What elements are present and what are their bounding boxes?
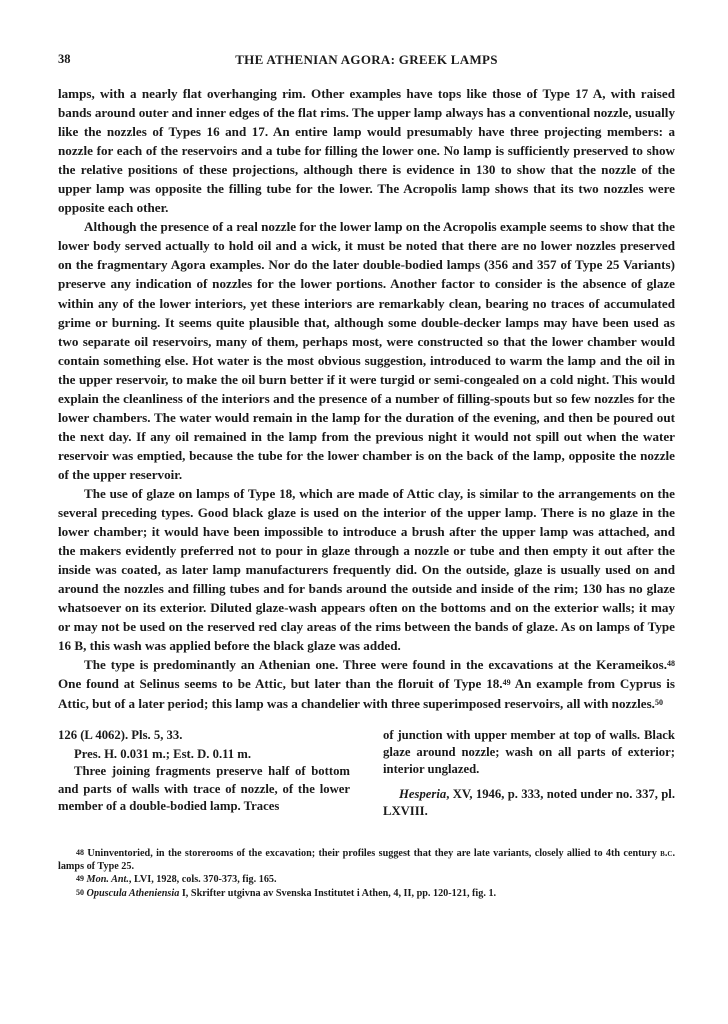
footnote-48-number: 48 <box>76 847 84 857</box>
footnote-50 <box>58 887 675 900</box>
paragraph-4 <box>58 655 675 712</box>
footnote-ref-48: 48 <box>667 659 675 669</box>
catalog-right-column <box>383 727 675 821</box>
catalog-heading: 126 (L 4062). Pls. 5, 33. <box>58 727 183 742</box>
catalog-entry <box>58 727 675 821</box>
footnote-48-bc: b.c. <box>660 847 675 859</box>
footnote-50-rest: I, Skrifter utgivna av Svenska Institutet i Athen, 4, II, pp. 120-121, fig. 1. <box>179 887 497 899</box>
catalog-reference-journal: Hesperia <box>399 786 447 801</box>
footnotes <box>58 847 675 901</box>
footnote-49-rest: , LVI, 1928, cols. 370-373, fig. 165. <box>128 874 277 886</box>
catalog-reference <box>383 786 675 821</box>
footnote-48-text-b: lamps of Type 25. <box>58 860 135 872</box>
page <box>58 52 675 900</box>
footnote-48-text-a: Uninventoried, in the storerooms of the excavation; their profiles suggest that they are late variants, closely allied to 4th century <box>84 847 661 859</box>
catalog-dimensions: Pres. H. 0.031 m.; Est. D. 0.11 m. <box>74 746 252 761</box>
catalog-reference-rest: , XV, 1946, p. 333, noted under no. 337, pl. LXVIII. <box>383 786 675 819</box>
footnote-ref-49: 49 <box>502 678 511 688</box>
catalog-description-left: Three joining fragments preserve half of bottom and parts of walls with trace of nozzle, of the lower member of a double-bodied lamp. Traces <box>58 764 350 814</box>
catalog-left-column <box>58 727 350 821</box>
catalog-description-right: of junction with upper member at top of walls. Black glaze around nozzle; wash on all parts of exterior; interior unglazed. <box>383 727 675 777</box>
footnote-49 <box>58 873 675 886</box>
footnote-50-number: 50 <box>76 887 84 897</box>
running-title: THE ATHENIAN AGORA: GREEK LAMPS <box>235 52 498 67</box>
paragraph-2: Although the presence of a real nozzle for the lower lamp on the Acropolis example seems to show that the lower body served actually to hold oil and a wick, it must be noted that there are no lower nozzles preserved on the fragmentary Agora examples. Nor do the later double-bodied lamps (356 and 357 of Type 25 Variants) preserve any indication of nozzles for the lower portions. Another factor to consider is the absence of glaze within any of the lower interiors, yet these interiors are remarkably clean, bearing no traces of accumulated grime or burning. It seems quite plausible that, although some double-decker lamps may have been used as two separate oil reservoirs, many of them, perhaps most, were constructed so that the lower chamber would contain something else. Hot water is the most obvious suggestion, introduced to warm the lamp and the oil in the upper reservoir, to make the oil burn better if it were turgid or semi-congealed on a cold night. This would explain the cleanliness of the interiors and the presence of a number of filling-spouts but so few nozzles for the lower chambers. The water would remain in the lamp for the duration of the evening, and then be poured out the next day. If any oil remained in the lamp from the previous night it would not spill out when the water reservoir was emptied, because the tube for the lower chamber is on the back of the lamp, opposite the nozzle of the upper reservoir. <box>58 219 675 482</box>
paragraph-4-part-3: An example from Cyprus is Attic, but of a later period; this lamp was a chandelier with three superimposed reservoirs, all with nozzles. <box>58 676 675 711</box>
footnote-49-number: 49 <box>76 874 84 884</box>
paragraph-1: lamps, with a nearly flat overhanging rim. Other examples have tops like those of Type 17 A, with raised bands around outer and inner edges of the flat rims. The upper lamp always has a conventional nozzle, usually like the nozzles of Types 16 and 17. An entire lamp would presumably have three projecting members: a nozzle for each of the reservoirs and a tube for filling the lower one. No lamp is sufficiently preserved to show the relative positions of these projections, although there is evidence in 130 to show that the nozzle of the upper lamp was opposite the filling tube for the lower. The Acropolis lamp shows that its two nozzles were opposite each other. <box>58 86 675 216</box>
page-header <box>58 52 675 72</box>
footnote-48 <box>58 847 675 874</box>
paragraph-4-part-2: One found at Selinus seems to be Attic, but later than the floruit of Type 18. <box>58 676 503 692</box>
footnote-ref-50: 50 <box>654 697 663 707</box>
paragraph-3: The use of glaze on lamps of Type 18, which are made of Attic clay, is similar to the arrangements on the several preceding types. Good black glaze is used on the interior of the upper lamp. There is no glaze in the lower chamber; it would have been impossible to introduce a brush after the upper lamp was attached, and the makers evidently preferred not to pour in glaze through a nozzle or tube and then empty it out after the inside was coated, as later lamp manufacturers frequently did. On the outside, glaze is usually used on and around the nozzles and filling tubes and for bands around the outside and inside of the rim; 130 has no glaze whatsoever on its exterior. Diluted glaze-wash appears often on the bottoms and on the exterior walls; it may or may not be used on the reserved red clay areas of the rims between the bands of glaze. As on lamps of Type 16 B, this wash was applied before the black glaze was added. <box>58 485 675 654</box>
footnote-49-italic: Mon. Ant. <box>86 874 129 886</box>
body-text <box>58 84 675 713</box>
paragraph-4-part-1: The type is predominantly an Athenian one. Three were found in the excavations at the Kerameikos. <box>84 657 667 673</box>
page-number: 38 <box>58 52 71 66</box>
footnote-50-italic: Opuscula Atheniensia <box>86 887 180 899</box>
